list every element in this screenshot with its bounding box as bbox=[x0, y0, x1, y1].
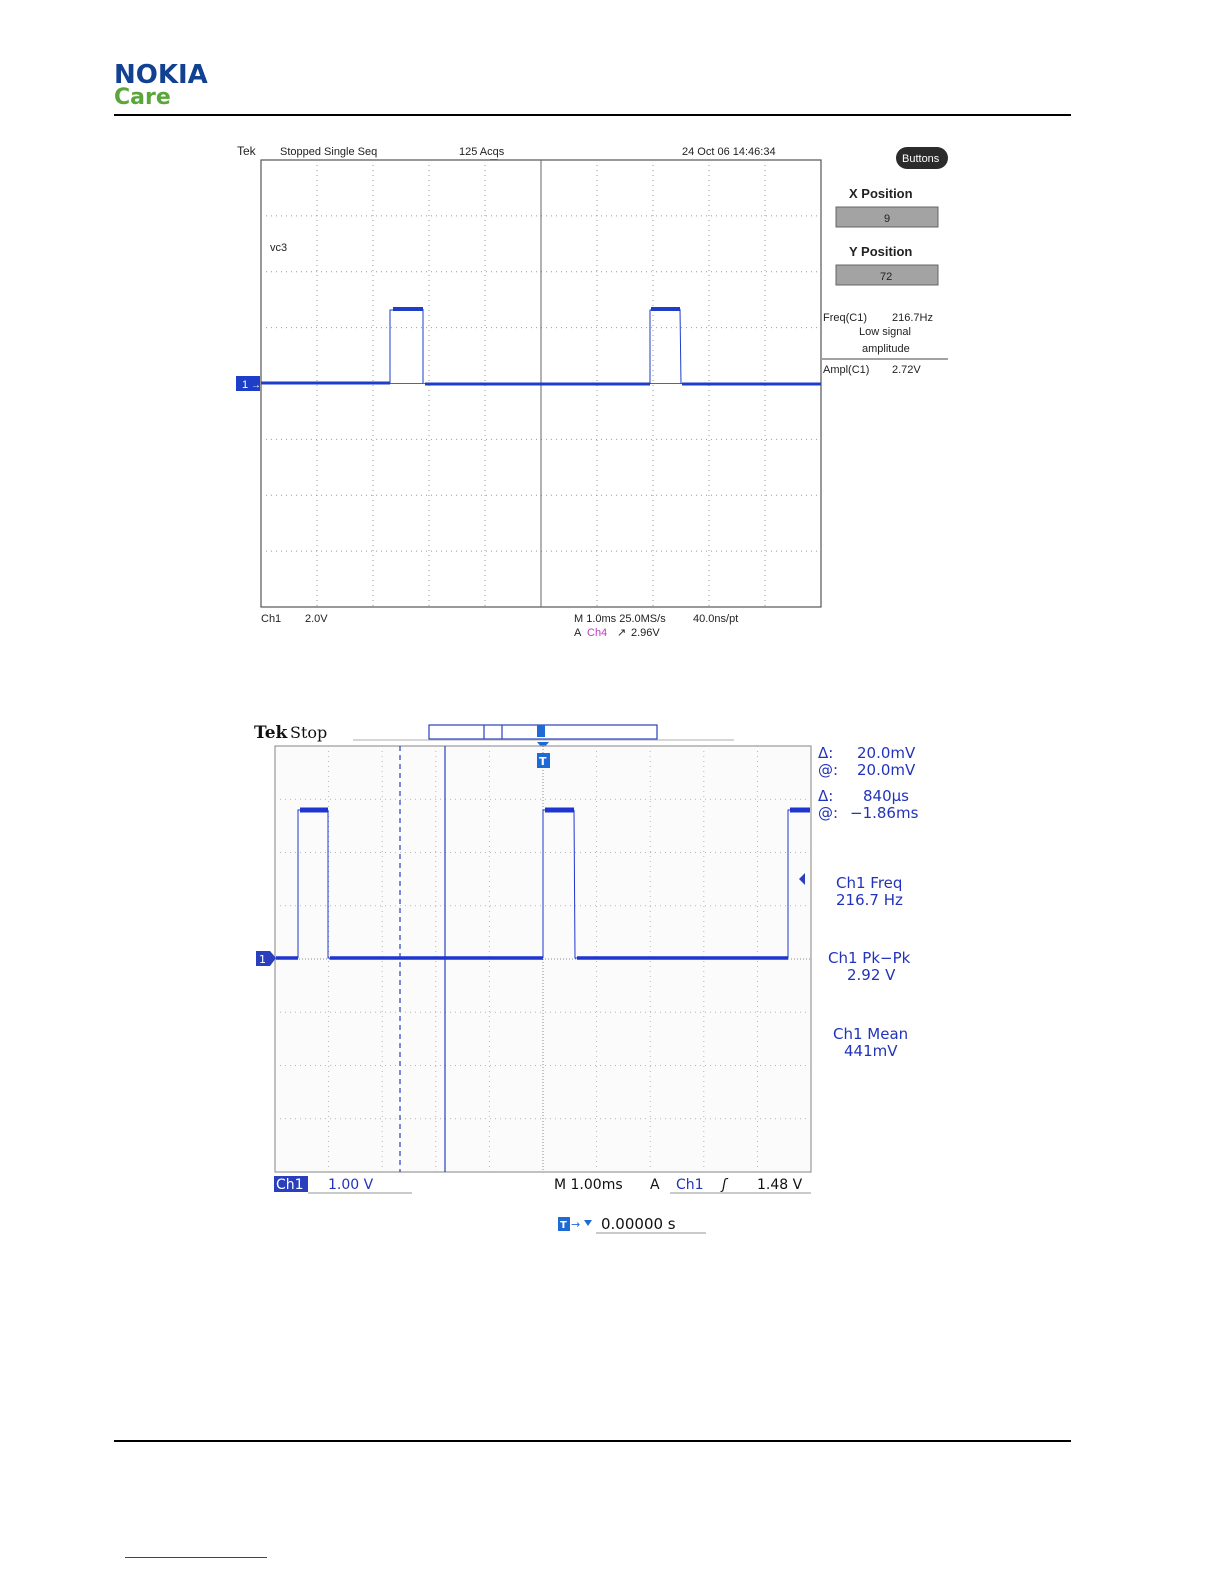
scope2-timebase: M 1.00ms bbox=[554, 1177, 623, 1193]
scope1-x-position-field[interactable] bbox=[836, 207, 938, 227]
scope1-freq-note-2: amplitude bbox=[862, 343, 910, 355]
scope1-freq-label: Freq(C1) bbox=[823, 312, 868, 324]
scope1-y-position-value: 72 bbox=[880, 271, 893, 283]
svg-text:T: T bbox=[560, 1220, 567, 1231]
scope2-trigger-marker-label: T bbox=[539, 755, 547, 768]
scope1-freq-value: 216.7Hz bbox=[892, 312, 933, 324]
scope2-ch-scale-value: 1.00 V bbox=[328, 1177, 374, 1193]
scope2-trigger-prefix: A bbox=[650, 1177, 660, 1193]
scope2-at-v-label: @: bbox=[818, 761, 839, 779]
scope1-state: Stopped Single Seq bbox=[280, 146, 378, 158]
scope1-y-position-field[interactable] bbox=[836, 265, 938, 285]
scope1-per-point: 40.0ns/pt bbox=[693, 613, 739, 625]
scope1-channel-marker bbox=[236, 376, 261, 391]
scope2-pkpk-label: Ch1 Pk−Pk bbox=[828, 949, 911, 967]
header-rule bbox=[114, 114, 1071, 116]
scope2-trigger-slope: ʃ bbox=[722, 1177, 727, 1193]
scope1-ampl-value: 2.72V bbox=[892, 364, 921, 376]
svg-text:→: → bbox=[571, 1218, 581, 1231]
oscilloscope-capture-2 bbox=[250, 720, 940, 1240]
footer-rule bbox=[114, 1440, 1071, 1442]
scope2-delta-t-value: 840µs bbox=[863, 787, 909, 805]
scope2-trigger-level: 1.48 V bbox=[757, 1177, 803, 1193]
scope1-buttons-button[interactable] bbox=[896, 147, 948, 169]
scope2-mean-label: Ch1 Mean bbox=[833, 1025, 909, 1043]
oscilloscope-capture-1 bbox=[232, 140, 952, 645]
scope2-at-t-value: −1.86ms bbox=[850, 804, 919, 822]
scope2-vendor: Tek bbox=[254, 723, 288, 743]
logo-nokia: NOKIA bbox=[114, 60, 208, 90]
scope1-trigger-slope: ↗ bbox=[617, 627, 627, 639]
scope1-x-position-value: 9 bbox=[884, 213, 891, 225]
svg-text:→: → bbox=[251, 380, 261, 391]
scope2-freq-value: 216.7 Hz bbox=[836, 891, 903, 909]
scope1-datetime: 24 Oct 06 14:46:34 bbox=[682, 146, 776, 158]
scope2-delta-t-label: Δ: bbox=[818, 787, 834, 805]
scope1-channel-marker-label: 1 bbox=[242, 379, 249, 391]
scope2-pkpk-value: 2.92 V bbox=[847, 966, 896, 984]
scope1-y-position-label: Y Position bbox=[849, 244, 913, 259]
scope2-ch-scale-label: Ch1 bbox=[276, 1177, 304, 1193]
scope1-vendor: Tek bbox=[237, 144, 256, 158]
scope1-trace-label: vc3 bbox=[270, 242, 288, 254]
scope1-freq-note-1: Low signal bbox=[859, 326, 911, 338]
scope1-trigger-level: 2.96V bbox=[631, 627, 660, 639]
scope2-delta-v-value: 20.0mV bbox=[857, 744, 916, 762]
scope1-ampl-label: Ampl(C1) bbox=[823, 364, 870, 376]
scope2-trigger-offset-value: 0.00000 s bbox=[601, 1215, 676, 1233]
scope1-ch-scale-label: Ch1 bbox=[261, 613, 282, 625]
scope2-trigger-marker bbox=[537, 753, 550, 768]
scope2-freq-label: Ch1 Freq bbox=[836, 874, 903, 892]
scope2-at-v-value: 20.0mV bbox=[857, 761, 916, 779]
scope2-state: Stop bbox=[290, 723, 328, 742]
scope2-delta-v-label: Δ: bbox=[818, 744, 834, 762]
scope1-trigger-prefix: A bbox=[574, 627, 582, 639]
scope2-mean-value: 441mV bbox=[844, 1042, 898, 1060]
scope1-acqs: 125 Acqs bbox=[459, 146, 505, 158]
scope2-trigger-channel: Ch1 bbox=[676, 1177, 704, 1193]
scope1-trigger-channel: Ch4 bbox=[587, 627, 608, 639]
scope1-x-position-label: X Position bbox=[849, 186, 913, 201]
scope2-at-t-label: @: bbox=[818, 804, 839, 822]
scope2-channel-marker-label: 1 bbox=[259, 953, 266, 966]
logo-care: Care bbox=[114, 85, 171, 110]
nokia-care-logo bbox=[114, 62, 254, 116]
footer-link-underline bbox=[125, 1557, 267, 1558]
scope1-ch-scale-value: 2.0V bbox=[305, 613, 328, 625]
scope1-timebase: M 1.0ms 25.0MS/s bbox=[574, 613, 666, 625]
scope1-buttons-label: Buttons bbox=[902, 153, 940, 165]
